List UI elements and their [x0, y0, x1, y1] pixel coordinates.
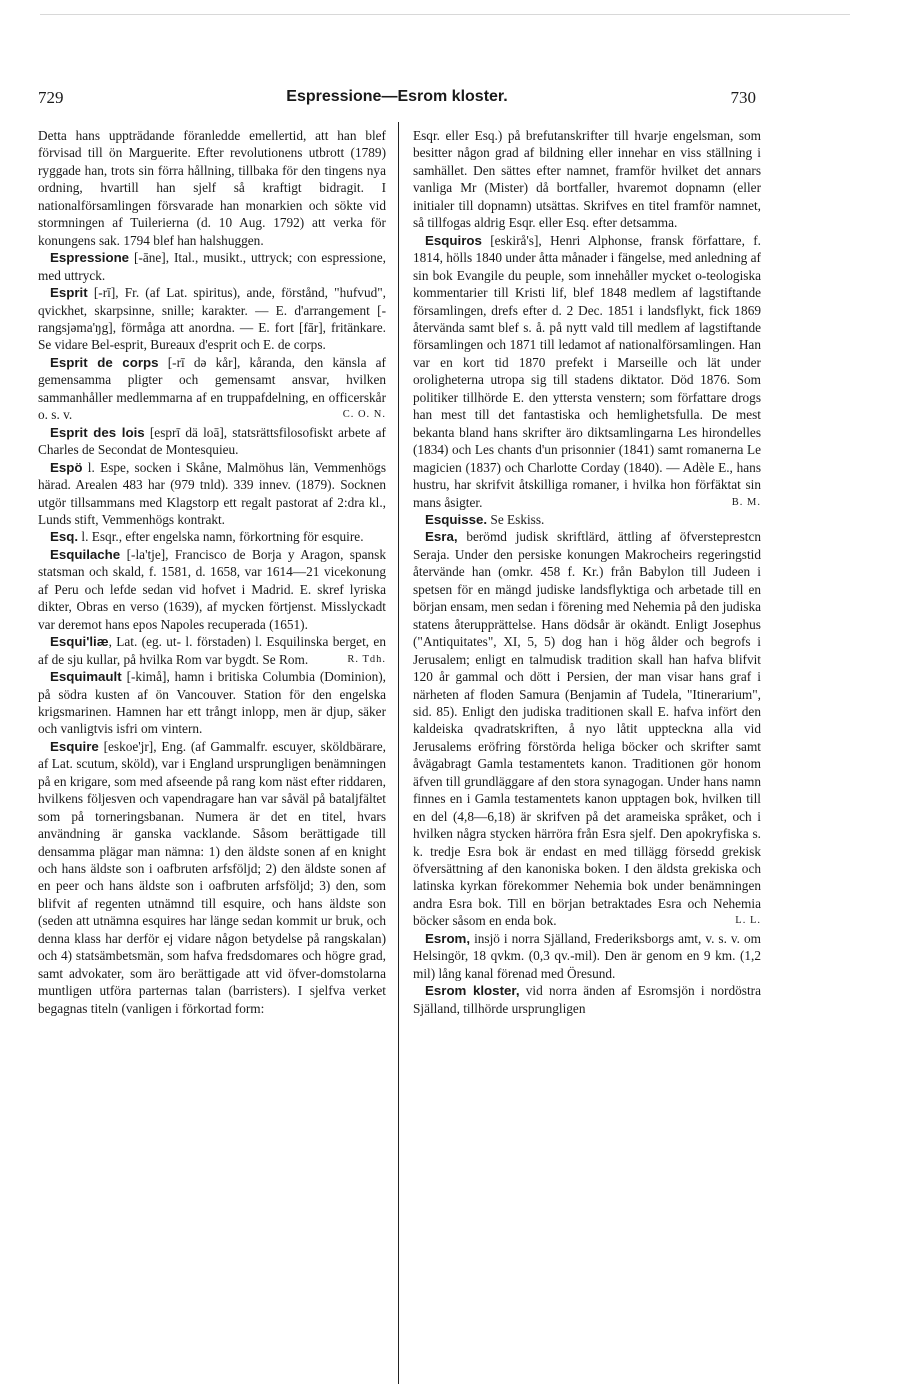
headword: Esra, — [425, 529, 458, 545]
entry-esprit-de-corps — [38, 354, 386, 424]
entry-esquilache — [38, 546, 386, 633]
entry-text: [-rī], Fr. (af Lat. spiritus), ande, förstånd, "hufvud", qvickhet, skarpsinne, snille; karakter. — E. d'arrangement [-rangsjəma'ŋg], förmåga att anordna. — E. fort [fār], fritänkare. Se vidare Bel-esprit, Bureaux d'esprit och E. de corps. — [38, 285, 386, 353]
headword: Esquilache — [50, 546, 121, 562]
headword: Esquisse. — [425, 511, 488, 527]
entry-esquiros — [413, 232, 761, 511]
headword: Espö — [50, 459, 83, 475]
entry-text: vid norra änden af Esromsjön i nordöstra Själland, tillhörde ursprungligen — [413, 983, 761, 1016]
entry-esprit — [38, 284, 386, 354]
headword: Esq. — [50, 529, 79, 545]
signature: C. O. N. — [342, 409, 386, 421]
right-column — [413, 127, 761, 1017]
entry-text: [-āne], Ital., musikt., uttryck; con espressione, med uttryck. — [38, 250, 386, 283]
headword: Esprit des lois — [50, 424, 145, 440]
headword: Esprit — [50, 285, 88, 301]
entry-text: , Lat. (eg. ut- l. förstaden) l. Esquilinska berget, en af de sju kullar, på hvilka Rom var bygdt. Se Rom. — [38, 634, 386, 667]
entry-esquisse — [413, 511, 761, 528]
entry-esrom-kloster — [413, 982, 761, 1017]
entry — [413, 127, 761, 232]
headword: Esquimault — [50, 669, 122, 685]
entry-text: [-la'tje], Francisco de Borja y Aragon, spansk statsman och skald, f. 1581, d. 1658, var 1614—21 vicekonung af Peru och lefde sedan vid hofvet i Madrid. E. skref lyriska dikter, Obras en verso (1639), af mycken förtjenst. Misslyckadt var deremot hans epos Napoles recuperada (1651). — [38, 546, 386, 632]
entry-text: insjö i norra Själland, Frederiksborgs amt, v. s. v. om Helsingör, 18 qvkm. (0,3 qv.-mil). Den är genom en 9 km. (1,2 mil) lång kanal förenad med Öresund. — [413, 930, 761, 981]
left-column — [38, 127, 386, 1017]
entry-text: [eskoe'jr], Eng. (af Gammalfr. escuyer, sköldbärare, af Lat. scutum, sköld), var i England ursprungligen benämningen på en krigare, som med afseende på rang kom näst efter riddaren, hvilkens följesven och vapendragare han var såväl på bataljfältet som på torneringsbanan. Numera är det en titel, hvars användning är ganska vacklande. Såsom berättigade till densamma plägar man nämna: 1) den äldste sonen af en knight och hans äldste son i oafbruten arfsföljd; 2) den äldste sonen af en peer och hans äldste son i oafbruten arfsföljd; 3) den, som blifvit af regenten utnämnd till esquire, och hans äldste son (seden att utnämna esquires har länge sedan kommit ur bruk, och denna klass har derför ej vidare någon betydelse på rangskalan) och 4) statsämbetsmän, som hafva fredsdomares och högre grad, samt advokater, som äro berättigade att vid öfver-domstolarna muntligen utföra parternas talan (barristers). I sjelfva verket begagnas titeln (vanligen i förkortad form: — [38, 738, 386, 1016]
page-edge-line — [40, 14, 850, 15]
entry-esquimault — [38, 668, 386, 738]
signature: R. Tdh. — [347, 653, 386, 665]
headword: Esquire — [50, 738, 99, 754]
entry-text: [-rī də kår], kåranda, den känsla af gemensamma pligter och gemensamt ansvar, hvilken sammanhåller medlemmarna af en truppafdelning, en officerskår o. s. v. — [38, 354, 386, 423]
entry-text: Detta hans uppträdande föranledde emellertid, att han blef förvisad till ön Marguerite. Efter revolutionens utbrott (1789) ryggade han, trots sin förra hållning, tillbaka för den tingens nya ordning, hvartill han sjelf så kraftigt bidragit. I nationalförsamlingen försvarade han monarkien och sökte vid stormningen af Tuilerierna (d. 10 Aug. 1792) att verka för konungens sak. 1794 blef han halshuggen. — [38, 128, 386, 248]
entry-esq — [38, 528, 386, 545]
running-header — [38, 88, 756, 110]
entry-esquiliae — [38, 633, 386, 668]
entry-text: [esprī dä loā], statsrättsfilosofiskt arbete af Charles de Secondat de Montesquieu. — [38, 424, 386, 458]
headword: Esprit de corps — [50, 354, 159, 370]
headword: Espressione — [50, 250, 130, 266]
entry-text: l. Esqr., efter engelska namn, förkortning för esquire. — [78, 529, 364, 545]
entry-espressione — [38, 249, 386, 284]
right-page-number: 730 — [730, 88, 756, 107]
headword: Esqui'liæ — [50, 634, 109, 650]
entry-esra — [413, 528, 761, 929]
signature: B. M. — [731, 496, 761, 508]
headword: Esquiros — [425, 232, 482, 248]
entry-text: berömd judisk skriftlärd, ättling af öfversteprestcn Seraja. Under den persiske konungen Makrocheirs regeringstid återvände han (omkr. 458 f. Kr.) från Babylon till Judeen i spetsen för en mängd judiske landsflyktiga och arbetade till en början ensam, men sedan i förening med Nehemia på den judiska statens återupprättelse. Hans dödsår är okändt. Enligt Josephus ("Antiquitates", XI, 5, 5) dog han i hög ålder och begrofs i Jerusalem; enligt en talmudisk tradition skall han hafva blifvit 120 år gammal och dött i Persien, der man visar hans graf i närheten af floden Samura (Benjamin af Tudela, "Itinerarium", sid. 85). Enligt den judiska traditionen skall E. hafva infört den kaldeiska qvadratskriften, å nyo låtit uppteckna alla vid Jerusalems eröfring förstörda heliga böcker och skrifter samt åvägabragt Gamla testamentets kanon. Traditionen gör honom äfven till grundläggare af den stora synagogan. Under hans namn finnes en i Gamla testamentets kanon upptagen bok, hvilken till en del (4,8—6,18) är skrifven på det arameiska språket, och i hvilken några stycken härröra från Esra sjelf. Den apokryfiska s. k. tredje Esra bok är endast en med tillägg försedd grekisk öfversättning af den kanoniska boken. I den äldsta grekiska och latinska kyrkan förekommer Nehemia bok under benämningen andra Esra bok. Till en början betraktades Esra och Nehemia böcker såsom en enda bok. — [413, 529, 761, 929]
signature: L. L. — [735, 915, 761, 927]
entry-text: l. Espe, socken i Skåne, Malmöhus län, Vemmenhögs härad. Arealen 483 har (979 tnld). 339 innev. (1879). Socknen utgör tillsammans med Klagstorp ett regalt pastorat af 2:dra kl., Lunds stift, Vemmenhögs kontrakt. — [38, 459, 386, 527]
headword: Esrom, — [425, 930, 471, 946]
entry-esprit-des-lois — [38, 424, 386, 459]
entry-esrom — [413, 930, 761, 982]
column-divider — [398, 122, 399, 1384]
entry-text: [eskirå's], Henri Alphonse, fransk författare, f. 1814, hölls 1840 under åtta månader i fängelse, med anledning af sin bok Evangile du peuple, som innehåller mycket o-teologiska kommentarier till Kristi lif, blef 1848 medlem af lagstiftande församlingen, drefs efter d. 2 Dec. 1851 i landsflykt, fick 1869 återvända samt blef s. å. på nytt vald till medlem af lagstiftande församlingen och 1871 till ledamot af nationalförsamlingen. Han var en kort tid 1870 prefekt i Marseille och lät under oroligheterna utropa sig till stadens diktator. Död 1876. Som politiker tillhörde E. den yttersta venstern; som författare drogs han mest till det fantastiska och hemlighetsfulla. De mest bekanta bland hans skrifter äro diktsamlingarna Les hirondelles (1834) och Les chants d'un prisonnier (1841) samt romanerna Le magicien (1837) och Charlotte Corday (1840). — Adèle E., hans hustru, har skrifvit åtskilliga romaner, i hvilka hon förfäktat sin mans åsigter. — [413, 232, 761, 510]
entry-text: [-kimå], hamn i britiska Columbia (Dominion), på södra kusten af ön Vancouver. Station för den engelska krigsmarinen. Hamnen har ett trångt inlopp, men är djup, säker och vanligtvis isfri om vintern. — [38, 669, 386, 737]
entry-text: Se Eskiss. — [487, 511, 545, 527]
headword: Esrom kloster, — [425, 983, 520, 999]
entry-text: Esqr. eller Esq.) på brefutanskrifter till hvarje engelsman, som besitter någon grad af bildning eller innehar en viss ställning i samhället. Den sättes efter namnet, framför hvilket det annars vanliga Mr (Mister) då bortfaller, hvaremot dopnamn (eller initialer till dopnamn) utsättas. Skrifves en titel framför namnet, så tillfogas aldrig Esqr. eller Esq. efter detsamma. — [413, 128, 761, 231]
left-page-number: 729 — [38, 88, 64, 107]
entry — [38, 127, 386, 249]
entry-esquire — [38, 738, 386, 1017]
running-title: Espressione—Esrom kloster. — [286, 88, 508, 105]
entry-espo — [38, 459, 386, 529]
